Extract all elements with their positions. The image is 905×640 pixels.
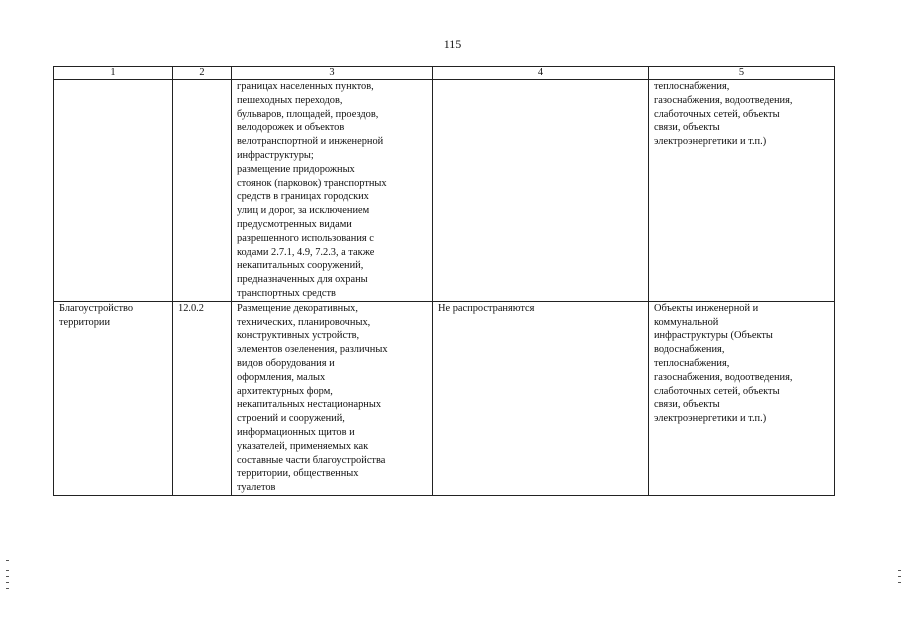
page-number: 115 [443,37,462,51]
column-number-3: 3 [232,67,433,80]
scan-mark [6,582,9,583]
parameters-cell: Не распространяются [433,301,649,495]
scan-mark [898,582,901,583]
permitted-objects-cell: теплоснабжения, газоснабжения, водоотведения, слаботочных сетей, объекты связи, объекты электроэнергетики и т.п.) [649,80,835,302]
column-number-1: 1 [54,67,173,80]
scan-mark [898,570,901,571]
land-use-name-cell: Благоустройство территории [54,301,173,495]
table-header-row [54,67,835,80]
scan-mark [6,560,9,561]
scan-mark [898,576,901,577]
parameters-cell [433,80,649,302]
scan-mark [6,570,9,571]
scan-mark [6,576,9,577]
table-row [54,301,835,495]
scan-mark [6,588,9,589]
land-use-code-cell [173,80,232,302]
land-use-code-cell: 12.0.2 [173,301,232,495]
column-number-2: 2 [173,67,232,80]
land-use-description-cell: Размещение декоративных, технических, планировочных, конструктивных устройств, элементов озеленения, различных видов оборудования и оформления, малых архитектурных форм, некапитальных нестационарных строений и сооружений, информационных щитов и указателей, применяемых как составные части благоустройства территории, общественных туалетов [232,301,433,495]
column-number-5: 5 [649,67,835,80]
land-use-description-cell: границах населенных пунктов, пешеходных переходов, бульваров, площадей, проездов, велодорожек и объектов велотранспортной и инженерной инфраструктуры; размещение придорожных стоянок (парковок) транспортных средств в границах городских улиц и дорог, за исключением предусмотренных видами разрешенного использования с кодами 2.7.1, 4.9, 7.2.3, а также некапитальных сооружений, предназначенных для охраны транспортных средств [232,80,433,302]
land-use-table [53,66,835,496]
permitted-objects-cell: Объекты инженерной и коммунальной инфраструктуры (Объекты водоснабжения, теплоснабжения, газоснабжения, водоотведения, слаботочных сетей, объекты связи, объекты электроэнергетики и т.п.) [649,301,835,495]
column-number-4: 4 [433,67,649,80]
table-row [54,80,835,302]
land-use-name-cell [54,80,173,302]
